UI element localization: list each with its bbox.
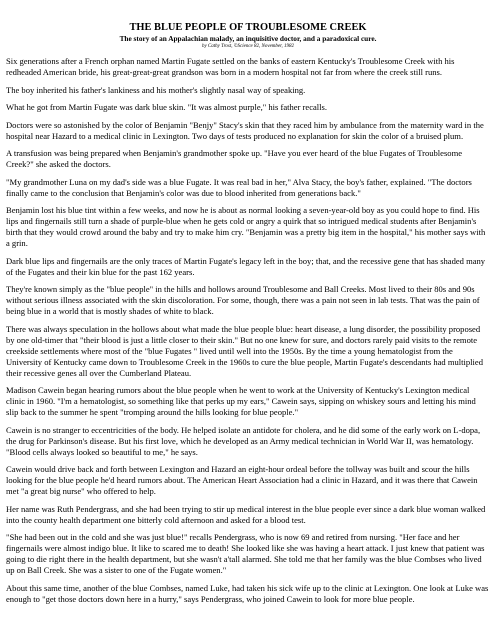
article-body — [6, 56, 490, 605]
paragraph: Madison Cawein began hearing rumors about the blue people when he went to work at the University of Kentucky's Lexington medical clinic in 1960. "I'm a hematologist, so something like that perks up my ears," Cawein says, sipping on whiskey sours and letting his mind slip back to the summer he spent "tromping around the hills looking for blue people." — [6, 385, 476, 417]
paragraph: There was always speculation in the hollows about what made the blue people blue: heart disease, a lung disorder, the possibility proposed by one old-timer that "their blood is just a little closer to their skin." But no one knew for sure, and doctors rarely paid visits to the remote creekside settlements where most of the "blue Fugates " lived until well into the 1950s. By the time a young hematologist from the University of Kentucky came down to Troublesome Creek in the 1960s to cure the blue people, Martin Fugate's descendants had multiplied their recessive genes all over the Cumberland Plateau. — [6, 323, 483, 378]
paragraph: Dark blue lips and fingernails are the only traces of Martin Fugate's legacy left in the boy; that, and the recessive gene that has shaded many of the Fugates and their kin blue for the past 162 years. — [6, 255, 486, 277]
paragraph: Doctors were so astonished by the color of Benjamin "Benjy" Stacy's skin that they raced him by ambulance from the maternity ward in the hospital near Hazard to a medical clinic in Lexington. Two days of tests produced no explanation for skin the color of a bruised plum. — [6, 119, 484, 141]
paragraph: "She had been out in the cold and she was just blue!" recalls Pendergrass, who is now 69 and retired from nursing. "Her face and her fingernails were almost indigo blue. It like to scared me to death! She looked like she was having a heart attack. I just knew that patient was going to die right there in the health department, but she wasn't a'tall alarmed. She told me that her family was the blue Combses who lived up on Ball Creek. She was a sister to one of the Fugate women." — [6, 532, 485, 575]
paragraph: A transfusion was being prepared when Benjamin's grandmother spoke up. "Have you ever heard of the blue Fugates of Troublesome Creek?" she asked the doctors. — [6, 148, 463, 169]
article-title: THE BLUE PEOPLE OF TROUBLESOME CREEK — [129, 22, 367, 33]
paragraph: Cawein would drive back and forth between Lexington and Hazard an eight-hour ordeal before the tollway was built and scour the hills looking for the blue people he'd heard rumors about. The American Heart Association had a clinic in Hazard, and it was there that Cawein met "a great big nurse" who offered to help. — [6, 464, 478, 496]
article-subtitle: The story of an Appalachian malady, an inquisitive doctor, and a paradoxical cure. — [119, 34, 377, 43]
paragraph: Cawein is no stranger to eccentricities of the body. He helped isolate an antidote for cholera, and he did some of the early work on L-dopa, the drug for Parkinson's disease. But his first love, which he developed as an Army medical technician in World War II, was hematology. "Blood cells always looked so beautiful to me," he says. — [6, 424, 481, 457]
article-byline: by Cathy Trost, ©Science 82, November, 1982 — [201, 44, 295, 49]
paragraph: Benjamin lost his blue tint within a few weeks, and now he is about as normal looking a seven-year-old boy as you could hope to find. His lips and fingernails still turn a shade of purple-blue when he gets cold or angry a quirk that so intrigued medical students after Benjamin's birth that they would crowd around the baby and try to make him cry. "Benjamin was a pretty big item in the hospital," his mother says with a grin. — [6, 205, 486, 248]
paragraph: They're known simply as the "blue people" in the hills and hollows around Troublesome and Ball Creeks. Most lived to their 80s and 90s without serious illness associated with the skin discoloration. For some, though, there was a pain not seen in lab tests. That was the pain of being blue in a world that is mostly shades of white to black. — [6, 284, 480, 316]
paragraph: About this same time, another of the blue Combses, named Luke, had taken his sick wife up to the clinic at Lexington. One look at Luke was enough to "get those doctors down here in a hurry," says Pendergrass, who joined Cawein to look for more blue people. — [6, 582, 489, 604]
paragraph: "My grandmother Luna on my dad's side was a blue Fugate. It was real bad in her," Alva Stacy, the boy's father, explained. "The doctors finally came to the conclusion that Benjamin's color was due to blood inherited from generations back." — [6, 176, 472, 198]
paragraph: What he got from Martin Fugate was dark blue skin. "It was almost purple," his father recalls. — [6, 102, 327, 112]
paragraph: Six generations after a French orphan named Martin Fugate settled on the banks of eastern Kentucky's Troublesome Creek with his redheaded American bride, his great-great-great grandson was born in a modern hospital not far from where the creek still runs. — [6, 56, 455, 77]
paragraph: The boy inherited his father's lankiness and his mother's slightly nasal way of speaking. — [6, 84, 306, 95]
paragraph: Her name was Ruth Pendergrass, and she had been trying to stir up medical interest in the blue people ever since a dark blue woman walked into the county health department one bitterly cold afternoon and asked for a blood test. — [6, 503, 486, 525]
